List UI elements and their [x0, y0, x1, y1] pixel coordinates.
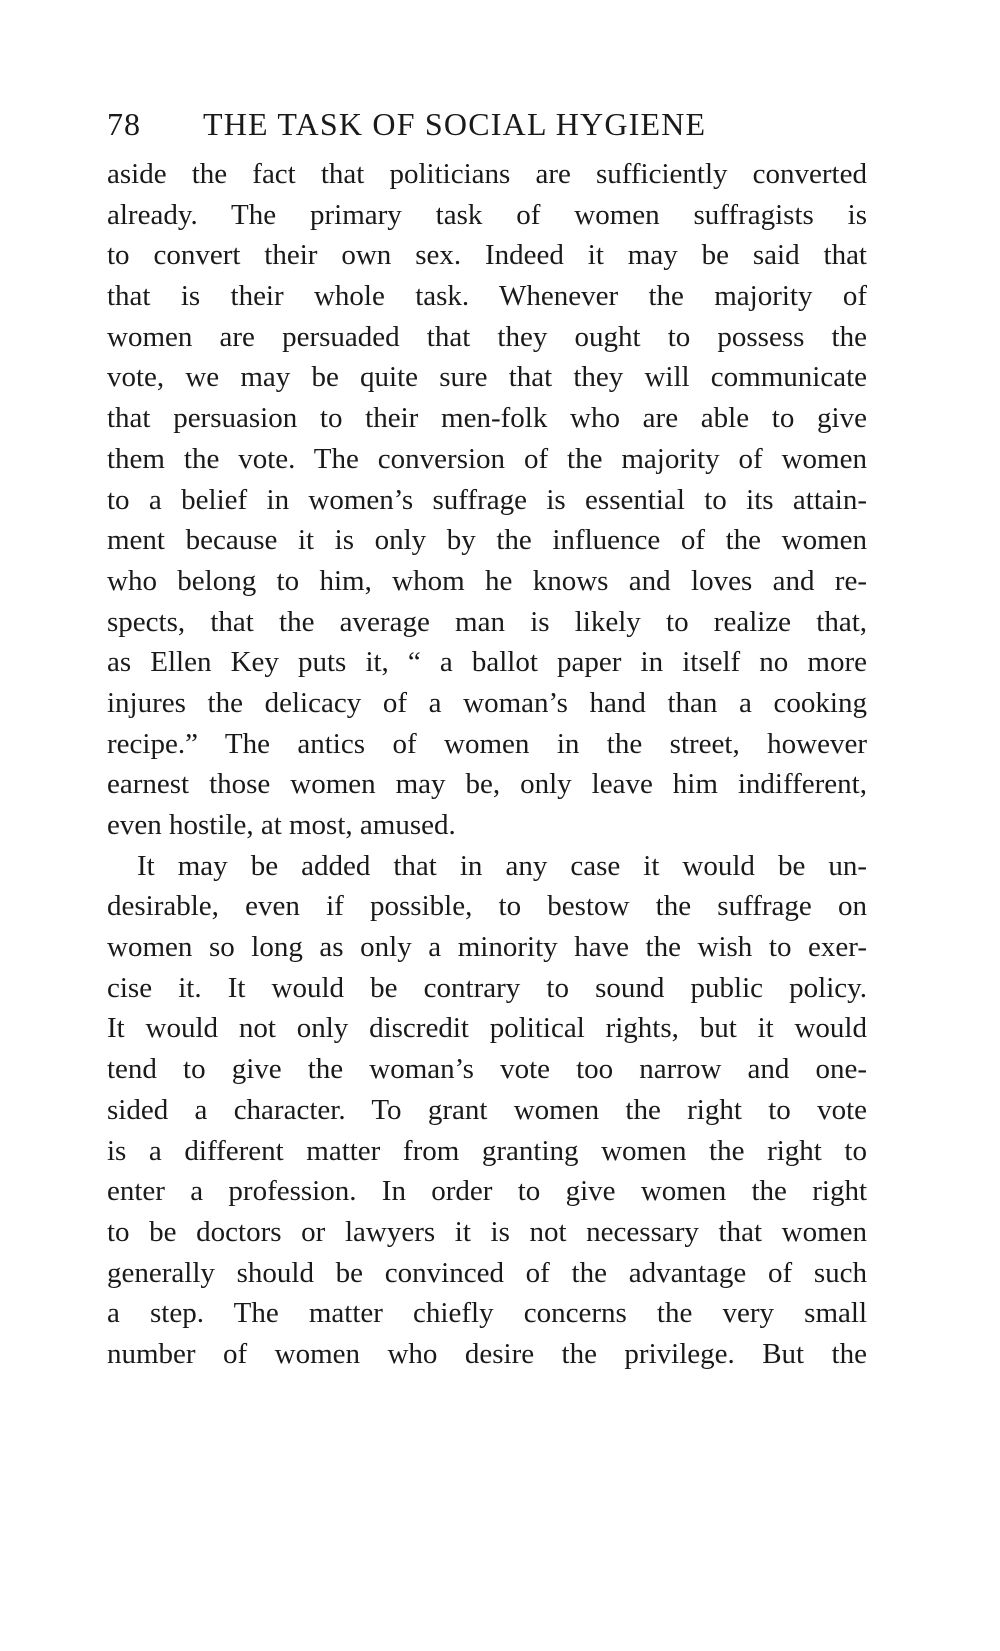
text-line: tend to give the woman’s vote too narrow and one- [107, 1053, 867, 1086]
running-title: THE TASK OF SOCIAL HYGIENE [203, 106, 707, 142]
text-line: injures the delicacy of a woman’s hand than a cooking [107, 686, 867, 719]
text-line: that is their whole task. Whenever the majority of [107, 280, 867, 313]
text-line: who belong to him, whom he knows and loves and re- [107, 564, 867, 597]
text-line: to a belief in women’s suffrage is essential to its attain- [107, 483, 867, 516]
text-line: is a different matter from granting women the right to [107, 1134, 867, 1167]
text-line: even hostile, at most, amused. [107, 809, 456, 841]
body-text [107, 154, 867, 1375]
text-line: ment because it is only by the influence of the women [107, 524, 867, 557]
text-line: number of women who desire the privilege. But the [107, 1337, 867, 1370]
text-line: spects, that the average man is likely to realize that, [107, 605, 867, 638]
text-line: them the vote. The conversion of the majority of women [107, 442, 867, 475]
text-line: cise it. It would be contrary to sound public policy. [107, 971, 867, 1004]
text-line: desirable, even if possible, to bestow the suffrage on [107, 890, 867, 923]
text-line: vote, we may be quite sure that they will communicate [107, 361, 867, 394]
paragraph-2 [107, 846, 867, 1375]
text-line: It may be added that in any case it would be un- [137, 849, 867, 882]
text-line: that persuasion to their men-folk who are able to give [107, 402, 867, 435]
text-line: enter a profession. In order to give women the right [107, 1175, 867, 1208]
text-line: to be doctors or lawyers it is not necessary that women [107, 1215, 867, 1248]
text-line: as Ellen Key puts it, “ a ballot paper in itself no more [107, 646, 867, 679]
text-line: women so long as only a minority have the wish to exer- [107, 931, 867, 964]
text-line: already. The primary task of women suffragists is [107, 198, 867, 231]
text-line: a step. The matter chiefly concerns the very small [107, 1297, 867, 1330]
text-line: It would not only discredit political rights, but it would [107, 1012, 867, 1045]
page-number: 78 [107, 106, 141, 142]
text-line: sided a character. To grant women the right to vote [107, 1093, 867, 1126]
running-head [107, 100, 867, 148]
text-line: earnest those women may be, only leave him indifferent, [107, 768, 867, 801]
text-line: to convert their own sex. Indeed it may be said that [107, 239, 867, 272]
text-line: aside the fact that politicians are sufficiently converted [107, 158, 867, 190]
text-line: generally should be convinced of the advantage of such [107, 1256, 867, 1289]
text-line: recipe.” The antics of women in the street, however [107, 727, 867, 760]
text-line: women are persuaded that they ought to possess the [107, 320, 867, 353]
paragraph-1 [107, 154, 867, 846]
